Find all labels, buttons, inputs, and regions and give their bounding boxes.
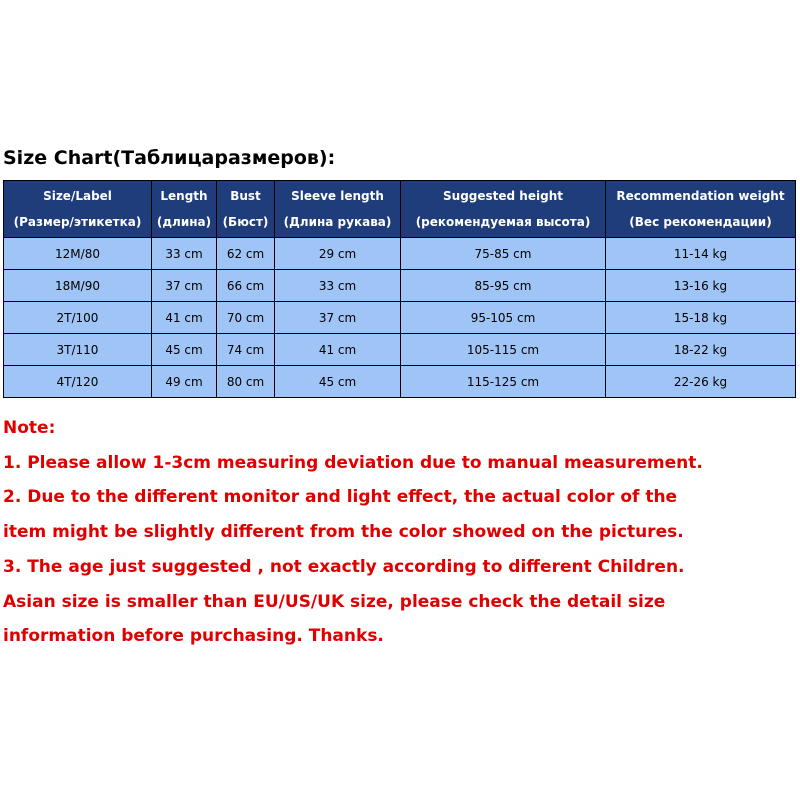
header-sleeve-length <box>275 181 401 238</box>
cell-bust: 62 cm <box>217 238 275 270</box>
header-line: Recommendation weight <box>616 189 785 203</box>
header-line: (Бюст) <box>222 215 269 229</box>
table-row <box>4 302 796 334</box>
cell-bust: 80 cm <box>217 366 275 398</box>
cell-bust: 66 cm <box>217 270 275 302</box>
cell-height: 85-95 cm <box>401 270 606 302</box>
cell-length: 33 cm <box>152 238 217 270</box>
cell-weight: 11-14 kg <box>606 238 796 270</box>
cell-size: 4T/120 <box>4 366 152 398</box>
header-length <box>152 181 217 238</box>
cell-weight: 15-18 kg <box>606 302 796 334</box>
header-line: (Длина рукава) <box>283 215 392 229</box>
note-line: 2. Due to the different monitor and light effect, the actual color of the <box>3 487 678 508</box>
header-line: (Вес рекомендации) <box>629 215 772 229</box>
size-chart-table <box>3 180 796 398</box>
cell-bust: 74 cm <box>217 334 275 366</box>
header-bust <box>217 181 275 238</box>
size-chart-title: Size Chart(Таблицаразмеров): <box>3 147 336 169</box>
cell-size: 3T/110 <box>4 334 152 366</box>
note-line: Asian size is smaller than EU/US/UK size, please check the detail size <box>3 591 666 612</box>
cell-sleeve: 29 cm <box>275 238 401 270</box>
header-line: Suggested height <box>443 189 563 203</box>
table-row <box>4 270 796 302</box>
cell-length: 41 cm <box>152 302 217 334</box>
header-size-label <box>4 181 152 238</box>
cell-height: 105-115 cm <box>401 334 606 366</box>
header-line: (длина) <box>156 215 212 229</box>
cell-size: 2T/100 <box>4 302 152 334</box>
cell-height: 95-105 cm <box>401 302 606 334</box>
table-row <box>4 366 796 398</box>
notes-section <box>3 411 703 654</box>
cell-height: 75-85 cm <box>401 238 606 270</box>
cell-sleeve: 37 cm <box>275 302 401 334</box>
cell-weight: 13-16 kg <box>606 270 796 302</box>
header-line: Length <box>160 189 208 203</box>
table-row <box>4 238 796 270</box>
note-line: 3. The age just suggested , not exactly according to different Children. <box>3 556 685 577</box>
cell-height: 115-125 cm <box>401 366 606 398</box>
header-line: Size/Label <box>43 189 112 203</box>
header-line: (Размер/этикетка) <box>13 215 142 229</box>
cell-length: 45 cm <box>152 334 217 366</box>
cell-length: 37 cm <box>152 270 217 302</box>
header-line: Bust <box>230 189 261 203</box>
header-line: Sleeve length <box>291 189 384 203</box>
cell-sleeve: 45 cm <box>275 366 401 398</box>
cell-weight: 18-22 kg <box>606 334 796 366</box>
cell-size: 12M/80 <box>4 238 152 270</box>
cell-bust: 70 cm <box>217 302 275 334</box>
header-line: (рекомендуемая высота) <box>415 215 591 229</box>
note-line: item might be slightly different from the color showed on the pictures. <box>3 522 684 543</box>
cell-sleeve: 33 cm <box>275 270 401 302</box>
table-row <box>4 334 796 366</box>
cell-sleeve: 41 cm <box>275 334 401 366</box>
table-header-row <box>4 181 796 238</box>
header-suggested-height <box>401 181 606 238</box>
cell-length: 49 cm <box>152 366 217 398</box>
note-line: 1. Please allow 1-3cm measuring deviation due to manual measurement. <box>3 452 703 473</box>
header-recommendation-weight <box>606 181 796 238</box>
cell-size: 18M/90 <box>4 270 152 302</box>
cell-weight: 22-26 kg <box>606 366 796 398</box>
note-heading: Note: <box>3 418 56 438</box>
note-line: information before purchasing. Thanks. <box>3 626 384 647</box>
